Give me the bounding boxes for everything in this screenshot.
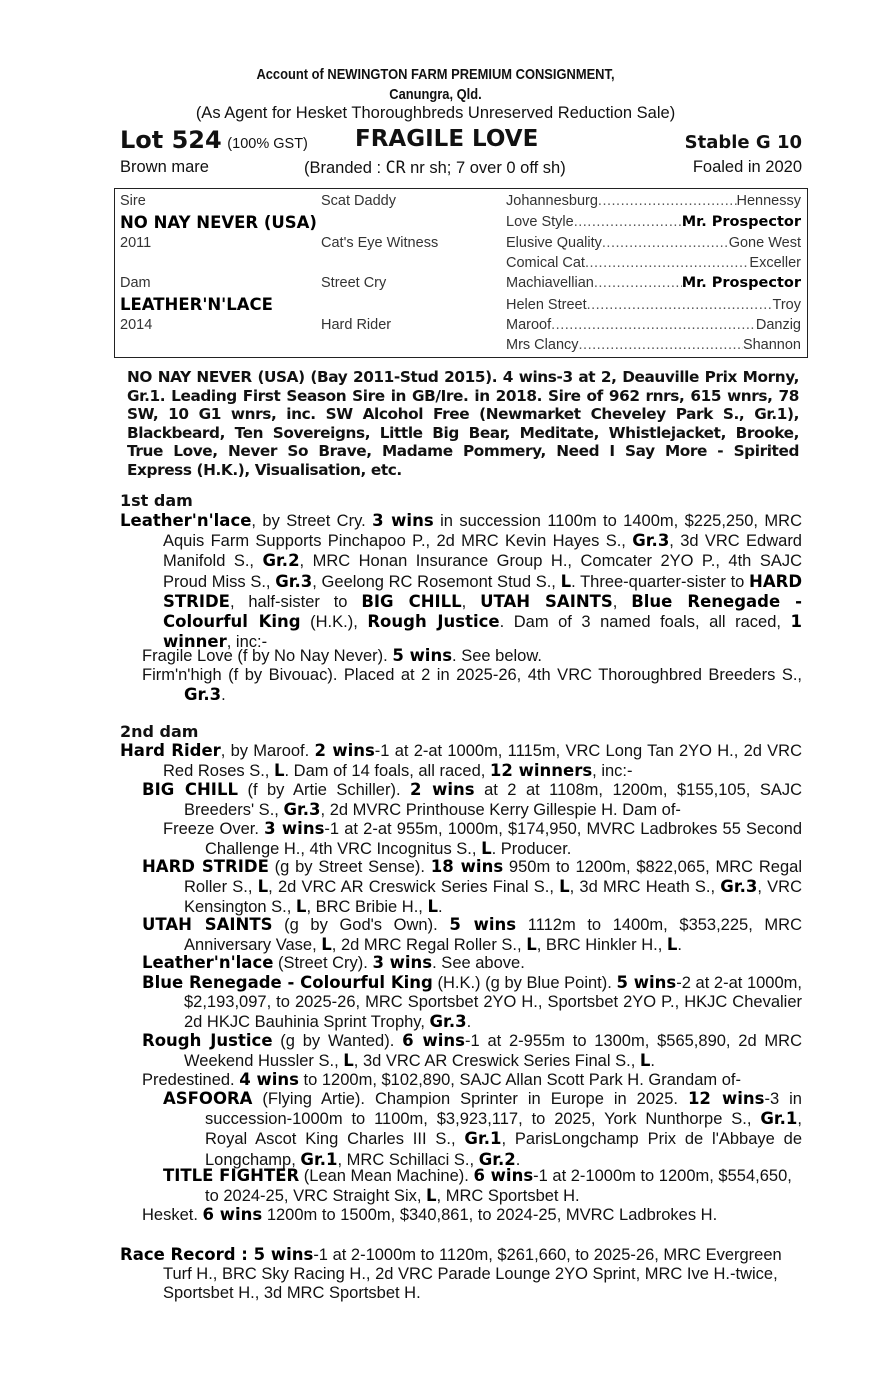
grand-progeny-entry: TITLE FIGHTER (Lean Mean Machine). 6 wins-1 at 2-1000m to 1200m, $554,650, to 2024-25, VRC Straight Six, L, MRC Sportsbet H. [163, 1166, 792, 1206]
stable-number: Stable G 10 [684, 132, 802, 153]
brand-mark: CR [385, 158, 406, 177]
horse-description: Brown mare [120, 158, 209, 176]
progeny-entry: Leather'n'lace (Street Cry). 3 wins. See above. [142, 953, 525, 972]
description-row [120, 158, 802, 180]
second-dam-heading: 2nd dam [120, 722, 199, 741]
gst-note: (100% GST) [227, 136, 308, 152]
foal-entry: Fragile Love (f by No Nay Never). 5 wins. See below. [142, 646, 542, 665]
vendor-name: Account of NEWINGTON FARM PREMIUM CONSIGNMENT, [256, 66, 615, 83]
dam-dam: Hard Rider [321, 317, 392, 333]
progeny-entry: UTAH SAINTS (g by God's Own). 5 wins 1112m to 1400m, $353,225, MRC Anniversary Vase, L, 2d MRC Regal Roller S., L, BRC Hinkler H., L. [142, 915, 802, 955]
progeny-entry: Rough Justice (g by Wanted). 6 wins-1 at 2-955m to 1300m, $565,890, 2d MRC Weekend Hussler S., L, 3d VRC AR Creswick Series Final S., L. [142, 1031, 803, 1071]
ancestor-row: Elusive Quality ..... Gone West [506, 235, 801, 251]
ancestor-row: Helen Street ..... Troy [506, 297, 801, 313]
ancestor-row: Maroof ..... Danzig [506, 317, 801, 333]
sire-name: NO NAY NEVER (USA) [120, 213, 317, 232]
sire-dam: Cat's Eye Witness [321, 235, 439, 251]
progeny-entry: Hesket. 6 wins 1200m to 1500m, $340,861, to 2024-25, MVRC Ladbrokes H. [142, 1205, 718, 1224]
first-dam-heading: 1st dam [120, 491, 193, 510]
dam-label: Dam [120, 275, 151, 291]
sire-label: Sire [120, 193, 146, 209]
grand-progeny-entry: ASFOORA (Flying Artie). Champion Sprinter in Europe in 2025. 12 wins-3 in succession-1000m to 1100m, $3,923,117, to 2025, York Nunthorpe S., Gr.1, Royal Ascot King Charles III S., Gr.1, ParisLongchamp Prix de l'Abbaye de Longchamp, Gr.1, MRC Schillaci S., Gr.2. [163, 1089, 802, 1169]
lot-row [120, 126, 802, 156]
ancestor-row: Comical Cat ..... Exceller [506, 255, 801, 271]
race-record: Race Record : 5 wins-1 at 2-1000m to 1120m, $261,660, to 2025-26, MRC Evergreen Turf H., BRC Sky Racing H., 2d VRC Parade Lounge 2YO Sprint, MRC Ive H.-twice, Sportsbet H., 3d MRC Sportsbet H. [120, 1245, 782, 1303]
ancestor-row: Machiavellian ..... Mr. Prospector [506, 275, 801, 291]
second-dam-paragraph: Hard Rider, by Maroof. 2 wins-1 at 2-at 1000m, 1115m, VRC Long Tan 2YO H., 2d VRC Red Roses S., L. Dam of 14 foals, all raced, 12 winners, inc:- [120, 741, 802, 781]
sire-sire: Scat Daddy [321, 193, 396, 209]
progeny-entry: BIG CHILL (f by Artie Schiller). 2 wins at 2 at 1108m, 1200m, $155,105, SAJC Breeders' S., Gr.3, 2d MVRC Printhouse Kerry Gillespie H. Dam of- [142, 780, 803, 820]
ancestor-row: Mrs Clancy ..... Shannon [506, 337, 801, 353]
horse-name: FRAGILE LOVE [355, 126, 539, 152]
first-dam-paragraph: Leather'n'lace, by Street Cry. 3 wins in succession 1100m to 1400m, $225,250, MRC Aquis Farm Supports Pinchapoo P., 2d MRC Kevin Hayes S., Gr.3, 3d VRC Edward Manifold S., Gr.2, MRC Honan Insurance Group H., Comcater 2YO P., 4th SAJC Proud Miss S., Gr.3, Geelong RC Rosemont Stud S., L. Three-quarter-sister to HARD STRIDE, half-sister to BIG CHILL, UTAH SAINTS, Blue Renegade - Colourful King (H.K.), Rough Justice. Dam of 3 named foals, all raced, 1 winner, inc:- [120, 511, 803, 652]
dam-sire: Street Cry [321, 275, 387, 291]
sire-year: 2011 [120, 235, 152, 251]
vendor-line [0, 66, 871, 83]
dam-year: 2014 [120, 317, 153, 333]
sire-stud-note: NO NAY NEVER (USA) (Bay 2011-Stud 2015). 4 wins-3 at 2, Deauville Prix Morny, Gr.1. Leading First Season Sire in GB/Ire. in 2018. Sire of 962 rnrs, 615 wnrs, 78 SW, 10 G1 wnrs, inc. SW Alcohol Free (Newmarket Cheveley Park S., Gr.1), Blackbeard, Ten Sovereigns, Little Big Bear, Meditate, Whistlejacket, Brooke, True Love, Never So Brave, Madame Pommery, Need I Say More - Spirited Express (H.K.), Visualisation, etc. [127, 368, 799, 479]
progeny-entry: HARD STRIDE (g by Street Sense). 18 wins 950m to 1200m, $822,065, MRC Regal Roller S., L, 2d VRC AR Creswick Series Final S., L, 3d MRC Heath S., Gr.3, VRC Kensington S., L, BRC Bribie H., L. [142, 857, 802, 917]
grand-progeny-entry: Freeze Over. 3 wins-1 at 2-at 955m, 1000m, $174,950, MVRC Ladbrokes 55 Second Challenge H., 4th VRC Incognitus S., L. Producer. [163, 819, 803, 859]
location-line [0, 86, 871, 103]
dam-name: LEATHER'N'LACE [120, 295, 273, 314]
ancestor-row: Love Style ..... Mr. Prospector [506, 214, 801, 230]
agent-line: (As Agent for Hesket Thoroughbreds Unreserved Reduction Sale) [195, 104, 676, 122]
foal-entry: Firm'n'high (f by Bivouac). Placed at 2 in 2025-26, 4th VRC Thoroughbred Breeders S., Gr.3. [142, 666, 802, 705]
ancestor-row: Johannesburg ..... Hennessy [506, 193, 801, 209]
foaled-year: Foaled in 2020 [692, 158, 802, 176]
progeny-entry: Blue Renegade - Colourful King (H.K.) (g by Blue Point). 5 wins-2 at 2-at 1000m, $2,193,097, to 2025-26, MRC Sportsbet 2YO H., Sportsbet 2YO P., HKJC Chevalier 2d HKJC Bauhinia Sprint Trophy, Gr.3. [142, 973, 802, 1032]
lot-number: Lot 524 [120, 126, 222, 154]
vendor-location: Canungra, Qld. [389, 86, 482, 103]
pedigree-table [114, 188, 808, 358]
progeny-entry: Predestined. 4 wins to 1200m, $102,890, SAJC Allan Scott Park H. Grandam of- [142, 1070, 741, 1089]
brand-info: (Branded : CR nr sh; 7 over 0 off sh) [304, 158, 566, 177]
